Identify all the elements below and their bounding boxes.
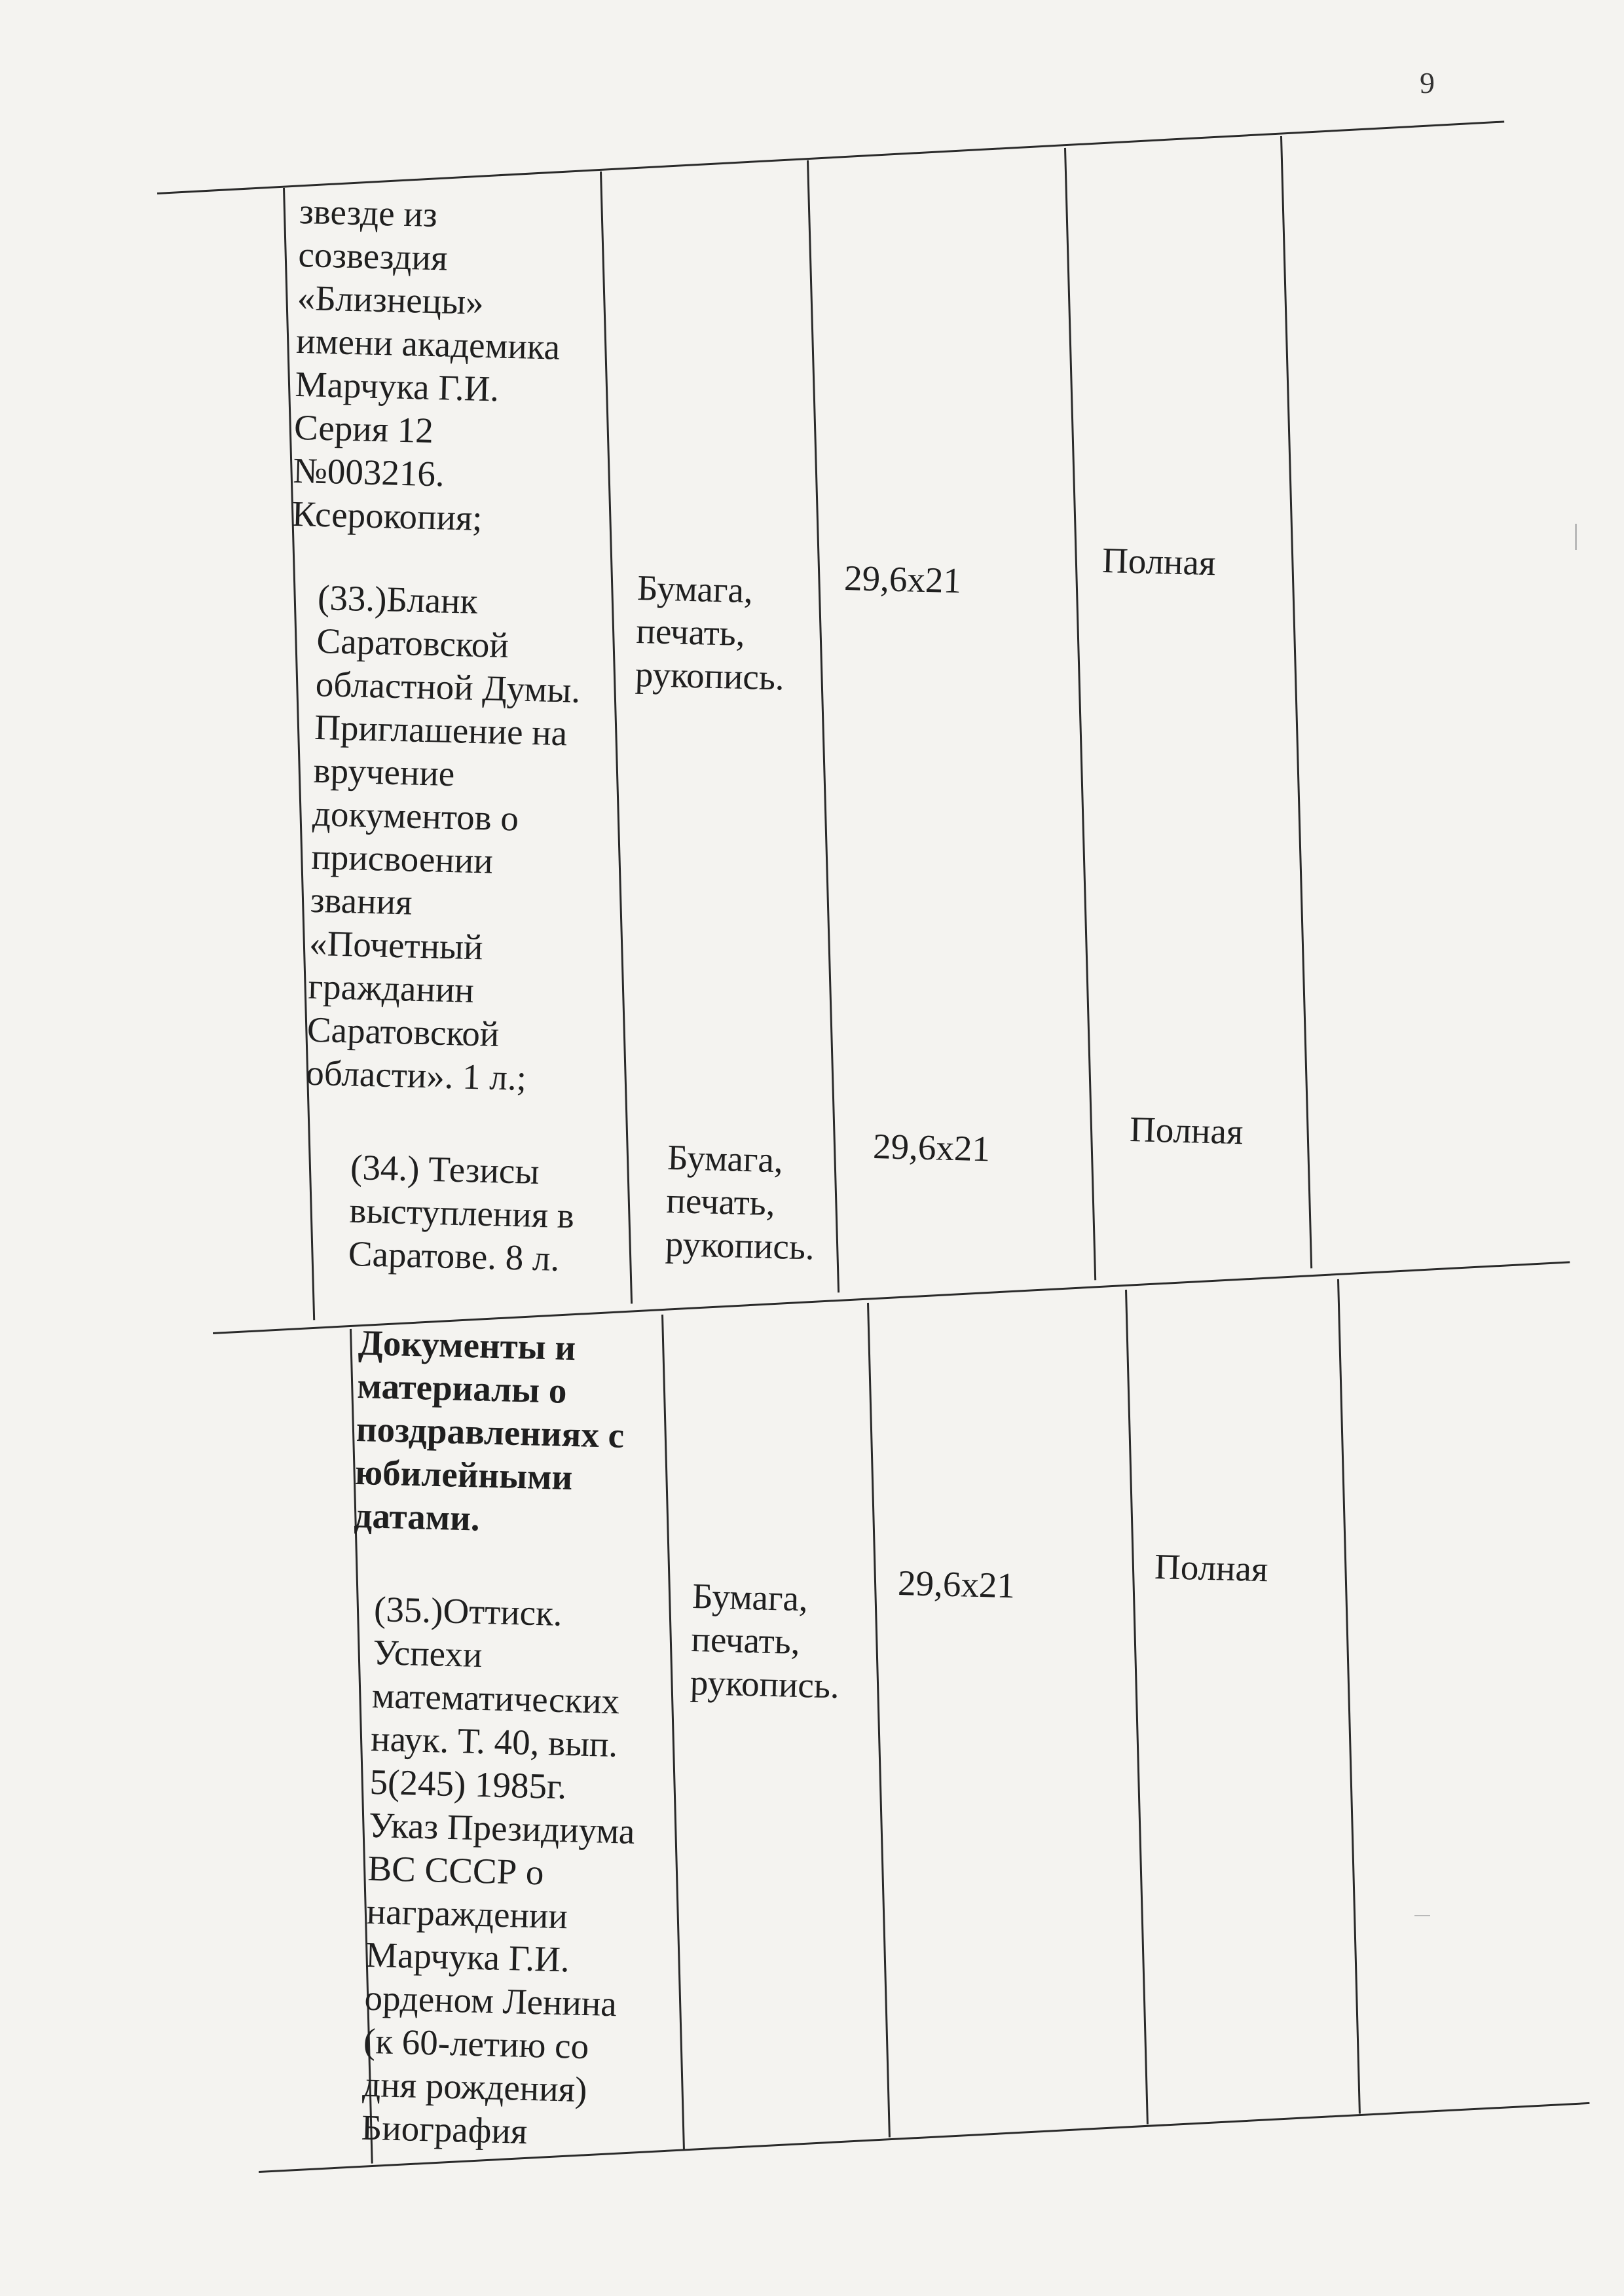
col-line-2-lower xyxy=(661,1315,685,2149)
row-33-description: (33.)Бланк Саратовской областной Думы. Приглашение на вручение документов о присвоении звания «Почетный гражданин Саратовской области». 1 л.; xyxy=(305,577,581,1098)
row-35-size: 29,6x21 xyxy=(897,1562,1016,1606)
row-33-material: Бумага, печать, рукопись. xyxy=(635,567,785,698)
row-34-description: (34.) Тезисы выступления в Саратове. 8 л. xyxy=(348,1146,575,1279)
row-34-completeness: Полная xyxy=(1129,1108,1244,1152)
row-33-size: 29,6x21 xyxy=(843,557,962,601)
row-34-size: 29,6x21 xyxy=(872,1125,991,1169)
section-heading: Документы и материалы о поздравлениях с юбилейными датами. xyxy=(354,1322,625,1539)
row-33-completeness: Полная xyxy=(1101,539,1216,583)
scan-speck xyxy=(1575,524,1577,550)
col-line-3 xyxy=(807,160,840,1292)
row-34-material: Бумага, печать, рукопись. xyxy=(665,1137,815,1267)
table-top-rule xyxy=(157,120,1504,194)
col-line-4 xyxy=(1064,148,1096,1280)
col-line-5-lower xyxy=(1337,1279,1361,2114)
col-line-5 xyxy=(1280,136,1312,1268)
col-line-3-lower xyxy=(867,1303,891,2138)
col-line-2 xyxy=(600,172,633,1303)
scan-speck xyxy=(1414,1915,1430,1916)
page-number: 9 xyxy=(1420,66,1435,100)
row-35-material: Бумага, печать, рукопись. xyxy=(690,1575,840,1706)
row-35-completeness: Полная xyxy=(1154,1546,1268,1590)
row-35-description: (35.)Оттиск. Успехи математических наук. Т. 40, вып. 5(245) 1985г. Указ Президиума ВС СССР о награждении Марчука Г.И. орденом Ленина (к 60-летию со дня рождения) Биография xyxy=(361,1588,636,2151)
col-line-4-lower xyxy=(1125,1290,1149,2124)
row-continuation-description: звезде из созвездия «Близнецы» имени академика Марчука Г.И. Серия 12 №003216. Ксерокопия; xyxy=(291,191,561,538)
